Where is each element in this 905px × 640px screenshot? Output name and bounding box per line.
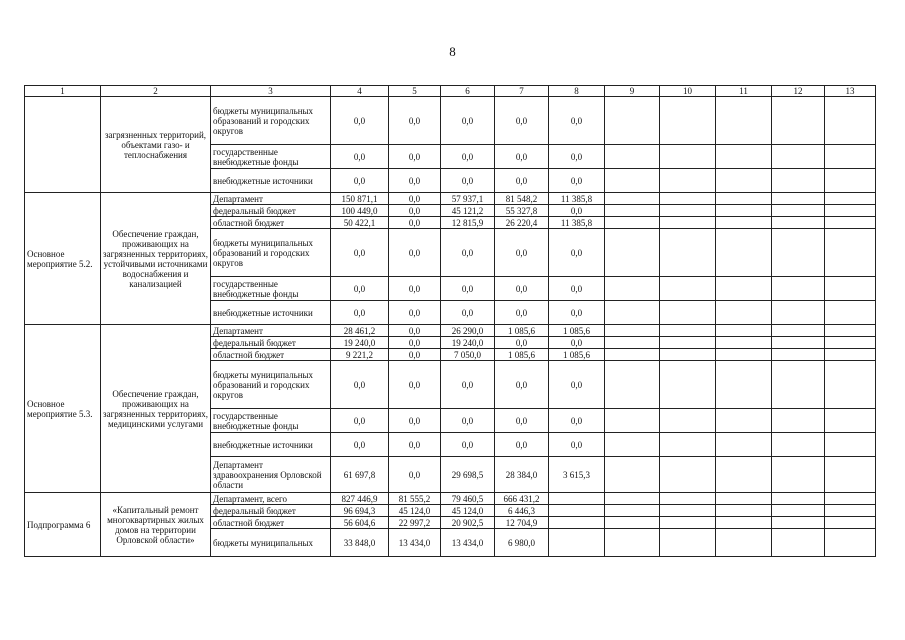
table-body: [25, 97, 876, 557]
empty-cell: [772, 433, 825, 457]
amount-cell: 0,0: [549, 301, 605, 325]
amount-cell: 0,0: [495, 337, 549, 349]
funding-source-cell: Департамент: [211, 325, 331, 337]
activity-name-cell: Подпрограмма 6: [25, 493, 101, 557]
amount-cell: 0,0: [331, 169, 389, 193]
empty-cell: [716, 301, 772, 325]
empty-cell: [825, 97, 876, 145]
amount-cell: 0,0: [441, 97, 495, 145]
empty-cell: [825, 505, 876, 517]
amount-cell: 0,0: [331, 145, 389, 169]
amount-cell: 81 548,2: [495, 193, 549, 205]
amount-cell: 7 050,0: [441, 349, 495, 361]
empty-cell: [660, 457, 716, 493]
empty-cell: [825, 325, 876, 337]
amount-cell: 28 461,2: [331, 325, 389, 337]
empty-cell: [772, 301, 825, 325]
amount-cell: 100 449,0: [331, 205, 389, 217]
empty-cell: [772, 205, 825, 217]
empty-cell: [825, 529, 876, 557]
empty-cell: [772, 217, 825, 229]
empty-cell: [716, 409, 772, 433]
empty-cell: [605, 145, 660, 169]
amount-cell: 666 431,2: [495, 493, 549, 505]
empty-cell: [772, 529, 825, 557]
funding-source-cell: бюджеты муниципальных образований и городских округов: [211, 97, 331, 145]
empty-cell: [772, 493, 825, 505]
empty-cell: [716, 505, 772, 517]
amount-cell: 0,0: [441, 409, 495, 433]
empty-cell: [772, 145, 825, 169]
amount-cell: 0,0: [441, 277, 495, 301]
empty-cell: [825, 409, 876, 433]
amount-cell: 0,0: [495, 409, 549, 433]
amount-cell: 29 698,5: [441, 457, 495, 493]
empty-cell: [716, 229, 772, 277]
empty-cell: [772, 97, 825, 145]
amount-cell: 0,0: [495, 361, 549, 409]
funding-source-cell: областной бюджет: [211, 517, 331, 529]
column-header: 8: [549, 86, 605, 97]
amount-cell: 11 385,8: [549, 193, 605, 205]
table-row: [25, 325, 876, 337]
amount-cell: 26 290,0: [441, 325, 495, 337]
column-header: 12: [772, 86, 825, 97]
empty-cell: [716, 337, 772, 349]
empty-cell: [716, 169, 772, 193]
funding-source-cell: государственные внебюджетные фонды: [211, 145, 331, 169]
empty-cell: [660, 205, 716, 217]
amount-cell: 0,0: [389, 277, 441, 301]
activity-name-cell: Основное мероприятие 5.3.: [25, 325, 101, 493]
empty-cell: [772, 325, 825, 337]
column-header: 4: [331, 86, 389, 97]
amount-cell: 0,0: [549, 337, 605, 349]
amount-cell: 0,0: [549, 433, 605, 457]
amount-cell: 0,0: [549, 361, 605, 409]
amount-cell: 1 085,6: [549, 349, 605, 361]
amount-cell: 0,0: [389, 337, 441, 349]
empty-cell: [605, 457, 660, 493]
amount-cell: 0,0: [389, 433, 441, 457]
empty-cell: [772, 349, 825, 361]
empty-cell: [825, 193, 876, 205]
empty-cell: [605, 529, 660, 557]
amount-cell: 33 848,0: [331, 529, 389, 557]
amount-cell: 81 555,2: [389, 493, 441, 505]
empty-cell: [660, 409, 716, 433]
amount-cell: 12 704,9: [495, 517, 549, 529]
column-header: 11: [716, 86, 772, 97]
amount-cell: 0,0: [389, 97, 441, 145]
empty-cell: [825, 169, 876, 193]
amount-cell: 56 604,6: [331, 517, 389, 529]
amount-cell: 45 121,2: [441, 205, 495, 217]
empty-cell: [660, 349, 716, 361]
amount-cell: 0,0: [549, 409, 605, 433]
amount-cell: 19 240,0: [441, 337, 495, 349]
empty-cell: [716, 145, 772, 169]
amount-cell: 61 697,8: [331, 457, 389, 493]
empty-cell: [660, 217, 716, 229]
amount-cell: 0,0: [441, 145, 495, 169]
empty-cell: [660, 277, 716, 301]
column-header: 1: [25, 86, 101, 97]
funding-source-cell: бюджеты муниципальных образований и городских округов: [211, 361, 331, 409]
column-header: 3: [211, 86, 331, 97]
empty-cell: [716, 205, 772, 217]
empty-cell: [605, 337, 660, 349]
amount-cell: 6 446,3: [495, 505, 549, 517]
table-row: [25, 97, 876, 145]
funding-source-cell: федеральный бюджет: [211, 205, 331, 217]
amount-cell: 79 460,5: [441, 493, 495, 505]
budget-table: [24, 85, 876, 557]
amount-cell: 0,0: [389, 325, 441, 337]
amount-cell: 0,0: [389, 361, 441, 409]
empty-cell: [605, 349, 660, 361]
amount-cell: 0,0: [389, 217, 441, 229]
empty-cell: [660, 145, 716, 169]
amount-cell: 0,0: [389, 193, 441, 205]
column-header: 9: [605, 86, 660, 97]
empty-cell: [716, 325, 772, 337]
empty-cell: [825, 517, 876, 529]
amount-cell: 0,0: [549, 229, 605, 277]
amount-cell: 0,0: [549, 205, 605, 217]
amount-cell: 0,0: [389, 229, 441, 277]
funding-source-cell: бюджеты муниципальных образований и городских округов: [211, 229, 331, 277]
amount-cell: 827 446,9: [331, 493, 389, 505]
funding-source-cell: бюджеты муниципальных: [211, 529, 331, 557]
amount-cell: 0,0: [549, 145, 605, 169]
empty-cell: [660, 301, 716, 325]
empty-cell: [825, 277, 876, 301]
amount-cell: 1 085,6: [495, 325, 549, 337]
empty-cell: [660, 169, 716, 193]
empty-cell: [716, 433, 772, 457]
funding-source-cell: государственные внебюджетные фонды: [211, 277, 331, 301]
funding-source-cell: внебюджетные источники: [211, 169, 331, 193]
empty-cell: [716, 361, 772, 409]
amount-cell: 0,0: [331, 409, 389, 433]
amount-cell: 150 871,1: [331, 193, 389, 205]
empty-cell: [605, 325, 660, 337]
empty-cell: [660, 529, 716, 557]
empty-cell: [716, 97, 772, 145]
amount-cell: 0,0: [495, 277, 549, 301]
empty-cell: [716, 193, 772, 205]
table-row: [25, 193, 876, 205]
empty-cell: [660, 325, 716, 337]
empty-cell: [660, 361, 716, 409]
amount-cell: 22 997,2: [389, 517, 441, 529]
empty-cell: [772, 169, 825, 193]
amount-cell: 12 815,9: [441, 217, 495, 229]
activity-name-cell: [25, 97, 101, 193]
empty-cell: [605, 505, 660, 517]
empty-cell: [605, 229, 660, 277]
empty-cell: [825, 361, 876, 409]
amount-cell: 0,0: [495, 433, 549, 457]
column-header: 6: [441, 86, 495, 97]
empty-cell: [605, 169, 660, 193]
amount-cell: [549, 529, 605, 557]
amount-cell: 0,0: [549, 169, 605, 193]
amount-cell: 0,0: [331, 97, 389, 145]
empty-cell: [605, 217, 660, 229]
amount-cell: 9 221,2: [331, 349, 389, 361]
amount-cell: 55 327,8: [495, 205, 549, 217]
funding-source-cell: областной бюджет: [211, 217, 331, 229]
empty-cell: [605, 493, 660, 505]
amount-cell: 50 422,1: [331, 217, 389, 229]
amount-cell: 0,0: [389, 205, 441, 217]
amount-cell: 6 980,0: [495, 529, 549, 557]
amount-cell: 19 240,0: [331, 337, 389, 349]
amount-cell: 0,0: [495, 97, 549, 145]
page-number: 8: [449, 44, 456, 59]
empty-cell: [605, 361, 660, 409]
amount-cell: 45 124,0: [389, 505, 441, 517]
amount-cell: 1 085,6: [549, 325, 605, 337]
amount-cell: 20 902,5: [441, 517, 495, 529]
amount-cell: 0,0: [389, 409, 441, 433]
amount-cell: 0,0: [331, 277, 389, 301]
empty-cell: [716, 349, 772, 361]
activity-description-cell: загрязненных территорий, объектами газо- и теплоснабжения: [101, 97, 211, 193]
activity-description-cell: Обеспечение граждан, проживающих на загрязненных территориях, медицинскими услугами: [101, 325, 211, 493]
amount-cell: 0,0: [441, 433, 495, 457]
amount-cell: 28 384,0: [495, 457, 549, 493]
activity-description-cell: Обеспечение граждан, проживающих на загрязненных территориях, устойчивыми источниками водоснабжения и канализацией: [101, 193, 211, 325]
funding-source-cell: областной бюджет: [211, 349, 331, 361]
empty-cell: [825, 337, 876, 349]
column-header: 10: [660, 86, 716, 97]
funding-source-cell: Департамент здравоохранения Орловской области: [211, 457, 331, 493]
empty-cell: [772, 517, 825, 529]
activity-description-cell: «Капитальный ремонт многоквартирных жилых домов на территории Орловской области»: [101, 493, 211, 557]
activity-name-cell: Основное мероприятие 5.2.: [25, 193, 101, 325]
empty-cell: [605, 409, 660, 433]
amount-cell: 1 085,6: [495, 349, 549, 361]
empty-cell: [605, 277, 660, 301]
amount-cell: 0,0: [331, 433, 389, 457]
amount-cell: 13 434,0: [441, 529, 495, 557]
empty-cell: [660, 493, 716, 505]
empty-cell: [605, 301, 660, 325]
empty-cell: [772, 361, 825, 409]
amount-cell: 0,0: [441, 169, 495, 193]
empty-cell: [772, 457, 825, 493]
amount-cell: 0,0: [331, 361, 389, 409]
amount-cell: 57 937,1: [441, 193, 495, 205]
amount-cell: 3 615,3: [549, 457, 605, 493]
empty-cell: [825, 433, 876, 457]
column-header: 2: [101, 86, 211, 97]
amount-cell: [549, 493, 605, 505]
empty-cell: [605, 517, 660, 529]
table-row: [25, 493, 876, 505]
column-header: 13: [825, 86, 876, 97]
amount-cell: 0,0: [441, 301, 495, 325]
empty-cell: [660, 193, 716, 205]
amount-cell: 0,0: [389, 457, 441, 493]
empty-cell: [716, 277, 772, 301]
amount-cell: 11 385,8: [549, 217, 605, 229]
amount-cell: 0,0: [549, 97, 605, 145]
empty-cell: [716, 517, 772, 529]
empty-cell: [825, 493, 876, 505]
empty-cell: [772, 505, 825, 517]
empty-cell: [605, 193, 660, 205]
amount-cell: [549, 517, 605, 529]
empty-cell: [660, 97, 716, 145]
funding-source-cell: федеральный бюджет: [211, 505, 331, 517]
empty-cell: [716, 457, 772, 493]
empty-cell: [772, 229, 825, 277]
amount-cell: 0,0: [441, 361, 495, 409]
amount-cell: 0,0: [495, 301, 549, 325]
column-header-row: [25, 86, 876, 97]
empty-cell: [825, 217, 876, 229]
amount-cell: 0,0: [495, 169, 549, 193]
empty-cell: [605, 97, 660, 145]
amount-cell: 0,0: [331, 229, 389, 277]
empty-cell: [716, 529, 772, 557]
empty-cell: [716, 493, 772, 505]
empty-cell: [772, 337, 825, 349]
column-header: 7: [495, 86, 549, 97]
amount-cell: 0,0: [549, 277, 605, 301]
empty-cell: [772, 409, 825, 433]
empty-cell: [825, 349, 876, 361]
funding-source-cell: Департамент, всего: [211, 493, 331, 505]
amount-cell: 96 694,3: [331, 505, 389, 517]
empty-cell: [660, 517, 716, 529]
empty-cell: [772, 193, 825, 205]
empty-cell: [825, 457, 876, 493]
amount-cell: 0,0: [441, 229, 495, 277]
empty-cell: [772, 277, 825, 301]
empty-cell: [825, 205, 876, 217]
amount-cell: 26 220,4: [495, 217, 549, 229]
amount-cell: 0,0: [389, 301, 441, 325]
empty-cell: [825, 301, 876, 325]
amount-cell: 0,0: [495, 229, 549, 277]
funding-source-cell: внебюджетные источники: [211, 433, 331, 457]
empty-cell: [660, 433, 716, 457]
amount-cell: 0,0: [389, 169, 441, 193]
empty-cell: [660, 229, 716, 277]
empty-cell: [716, 217, 772, 229]
empty-cell: [660, 337, 716, 349]
empty-cell: [825, 145, 876, 169]
funding-source-cell: федеральный бюджет: [211, 337, 331, 349]
amount-cell: 0,0: [389, 145, 441, 169]
funding-source-cell: государственные внебюджетные фонды: [211, 409, 331, 433]
amount-cell: [549, 505, 605, 517]
amount-cell: 0,0: [389, 349, 441, 361]
empty-cell: [825, 229, 876, 277]
empty-cell: [605, 205, 660, 217]
column-header: 5: [389, 86, 441, 97]
amount-cell: 0,0: [495, 145, 549, 169]
empty-cell: [605, 433, 660, 457]
amount-cell: 45 124,0: [441, 505, 495, 517]
empty-cell: [660, 505, 716, 517]
funding-source-cell: Департамент: [211, 193, 331, 205]
funding-source-cell: внебюджетные источники: [211, 301, 331, 325]
amount-cell: 13 434,0: [389, 529, 441, 557]
amount-cell: 0,0: [331, 301, 389, 325]
